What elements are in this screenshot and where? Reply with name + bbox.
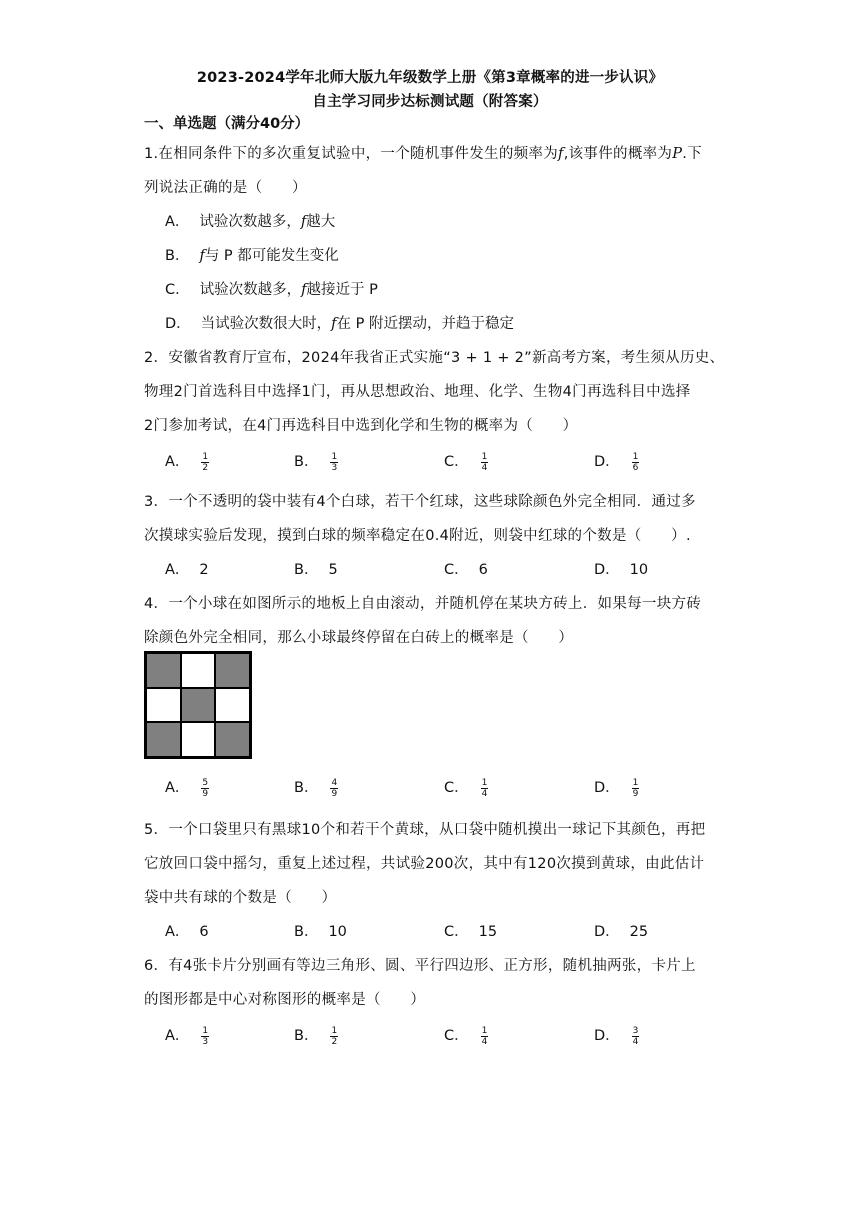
q6-option-b[interactable]: B． $\frac{1}{2}$	[294, 1025, 338, 1047]
question-5-line-2: 它放回口袋中摇匀，重复上述过程，共试验200次，其中有120次摸到黄球，由此估计	[144, 856, 705, 872]
fraction: $\frac{1}{9}$	[632, 777, 639, 799]
q2-option-b[interactable]: B． $\frac{1}{3}$	[294, 451, 338, 473]
fraction: $\frac{4}{9}$	[331, 777, 338, 799]
section-heading: 一、单选题（满分40分）	[144, 116, 310, 132]
q3-option-b[interactable]: B． 5	[294, 562, 338, 578]
fraction: $\frac{1}{2}$	[202, 451, 209, 473]
gray-tile	[181, 688, 216, 723]
fraction: $\frac{1}{6}$	[632, 451, 639, 473]
gray-tile	[146, 653, 181, 688]
q5-option-b[interactable]: B． 10	[294, 924, 347, 940]
question-5-line-3: 袋中共有球的个数是（ ）	[144, 890, 337, 906]
fraction: $\frac{1}{4}$	[481, 1025, 488, 1047]
q4-option-d[interactable]: D． $\frac{1}{9}$	[594, 777, 639, 799]
question-2-line-2: 物理2门首选科目中选择1门，再从思想政治、地理、化学、生物4门再选科目中选择	[144, 384, 691, 400]
question-2-line-3: 2门参加考试，在4门再选科目中选到化学和生物的概率为（ ）	[144, 418, 578, 434]
q2-option-d[interactable]: D． $\frac{1}{6}$	[594, 451, 639, 473]
question-1-line-1: 1.在相同条件下的多次重复试验中，一个随机事件发生的频率为f,该事件的概率为P.下	[144, 146, 703, 162]
white-tile	[181, 722, 216, 757]
q2-option-c[interactable]: C． $\frac{1}{4}$	[444, 451, 488, 473]
gray-tile	[215, 722, 250, 757]
q1-option-a[interactable]: A． 试验次数越多，f越大	[165, 214, 336, 230]
q6-option-d[interactable]: D． $\frac{3}{4}$	[594, 1025, 639, 1047]
q4-option-c[interactable]: C． $\frac{1}{4}$	[444, 777, 488, 799]
white-tile	[146, 688, 181, 723]
q5-option-a[interactable]: A． 6	[165, 924, 209, 940]
floor-tile-figure	[144, 651, 252, 759]
question-6-line-1: 6．有4张卡片分别画有等边三角形、圆、平行四边形、正方形，随机抽两张，卡片上	[144, 958, 696, 974]
question-1-line-2: 列说法正确的是（ ）	[144, 180, 307, 196]
q3-option-d[interactable]: D． 10	[594, 562, 649, 578]
q6-option-a[interactable]: A． $\frac{1}{3}$	[165, 1025, 209, 1047]
q5-option-c[interactable]: C． 15	[444, 924, 498, 940]
white-tile	[215, 688, 250, 723]
fraction: $\frac{1}{4}$	[481, 451, 488, 473]
q6-option-c[interactable]: C． $\frac{1}{4}$	[444, 1025, 488, 1047]
q3-option-a[interactable]: A． 2	[165, 562, 209, 578]
q1-option-d[interactable]: D． 当试验次数很大时，f在 P 附近摆动，并趋于稳定	[165, 316, 515, 332]
fraction: $\frac{5}{9}$	[202, 777, 209, 799]
q2-option-a[interactable]: A． $\frac{1}{2}$	[165, 451, 209, 473]
q1-option-b[interactable]: B． f与 P 都可能发生变化	[165, 248, 339, 264]
question-3-line-1: 3．一个不透明的袋中装有4个白球，若干个红球，这些球除颜色外完全相同．通过多	[144, 494, 696, 510]
question-5-line-1: 5．一个口袋里只有黑球10个和若干个黄球，从口袋中随机摸出一球记下其颜色，再把	[144, 822, 706, 838]
question-4-line-2: 除颜色外完全相同，那么小球最终停留在白砖上的概率是（ ）	[144, 630, 574, 646]
question-6-line-2: 的图形都是中心对称图形的概率是（ ）	[144, 992, 426, 1008]
q4-option-b[interactable]: B． $\frac{4}{9}$	[294, 777, 338, 799]
fraction: $\frac{1}{3}$	[331, 451, 338, 473]
question-2-line-1: 2．安徽省教育厅宣布，2024年我省正式实施“3 + 1 + 2”新高考方案，考生须从历史、	[144, 350, 725, 366]
document-title: 2023-2024学年北师大版九年级数学上册《第3章概率的进一步认识》	[196, 70, 664, 86]
q1-option-c[interactable]: C． 试验次数越多，f越接近于 P	[165, 282, 378, 298]
q3-option-c[interactable]: C． 6	[444, 562, 488, 578]
question-4-line-1: 4．一个小球在如图所示的地板上自由滚动，并随机停在某块方砖上．如果每一块方砖	[144, 596, 702, 612]
document-subtitle: 自主学习同步达标测试题（附答案）	[312, 94, 548, 110]
gray-tile	[146, 722, 181, 757]
question-3-line-2: 次摸球实验后发现，摸到白球的频率稳定在0.4附近，则袋中红球的个数是（ ）.	[144, 528, 691, 544]
gray-tile	[215, 653, 250, 688]
q5-option-d[interactable]: D． 25	[594, 924, 649, 940]
white-tile	[181, 653, 216, 688]
fraction: $\frac{1}{4}$	[481, 777, 488, 799]
q4-option-a[interactable]: A． $\frac{5}{9}$	[165, 777, 209, 799]
fraction: $\frac{1}{2}$	[331, 1025, 338, 1047]
fraction: $\frac{1}{3}$	[202, 1025, 209, 1047]
fraction: $\frac{3}{4}$	[632, 1025, 639, 1047]
